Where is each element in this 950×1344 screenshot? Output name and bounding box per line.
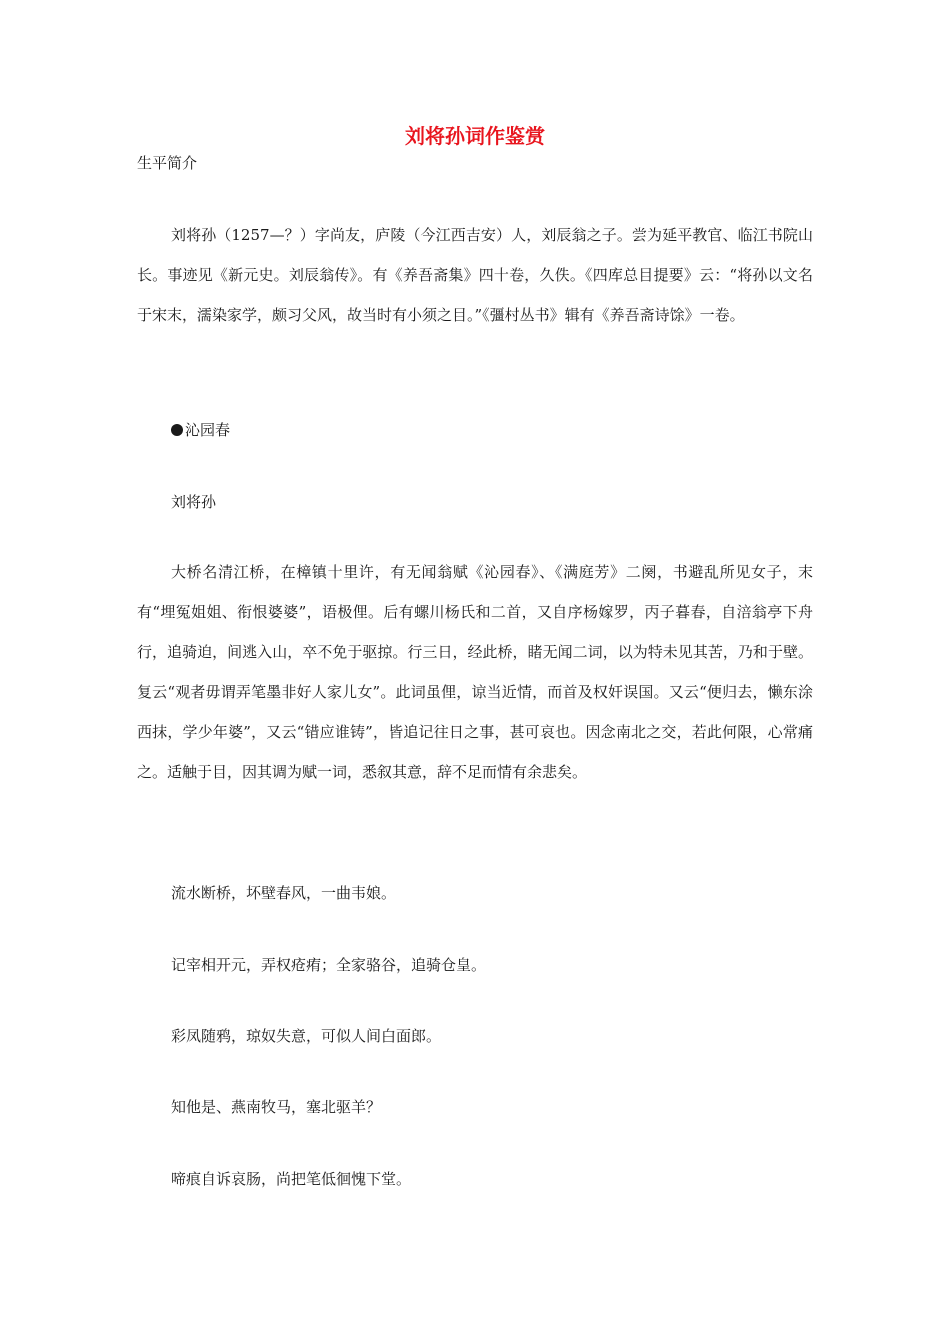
poem-author: 刘将孙 [171,493,217,511]
section-heading-biography: 生平简介 [137,154,198,172]
poem-line: 啼痕自诉哀肠，尚把笔低徊愧下堂。 [171,1170,412,1188]
poem-line: 流水断桥，坏壁春风，一曲韦娘。 [171,884,397,902]
poem-title: 沁园春 [185,421,231,439]
document-title: 刘将孙词作鉴赏 [405,124,545,148]
poem-line: 彩凤随鸦，琼奴失意，可似人间白面郎。 [171,1027,442,1045]
poem-title-line [171,417,230,443]
poem-preface: 大桥名清江桥，在樟镇十里许，有无闻翁赋《沁园春》、《满庭芳》二阕，书避乱所见女子，末有“埋冤姐姐、衔恨婆婆”，语极俚。后有螺川杨氏和二首，又自序杨嫁罗，丙子暮春，自涪翁亭下舟行，追骑迫，间逃入山，卒不免于驱掠。行三日，经此桥，睹无闻二词，以为特未见其苦，乃和于壁。复云“观者毋谓弄笔墨非好人家儿女”。此词虽俚，谅当近情，而首及权奸误国。又云“便归去，懒东涂西抹，学少年婆”，又云“错应谁铸”，皆追记往日之事，甚可哀也。因念南北之交，若此何限，心常痛之。适触于目，因其调为赋一词，悉叙其意，辞不足而情有余悲矣。 [137,563,813,781]
poem-line: 记宰相开元，弄权疮痏；全家骆谷，追骑仓皇。 [171,956,487,974]
poem-line: 知他是、燕南牧马，塞北驱羊？ [171,1098,382,1116]
biography-paragraph: 刘将孙（1257—？）字尚友，庐陵（今江西吉安）人，刘辰翁之子。尝为延平教官、临江书院山长。事迹见《新元史。刘辰翁传》。有《养吾斋集》四十卷，久佚。《四库总目提要》云：“将孙以文名于宋末，濡染家学，颇习父风，故当时有小须之目。”《彊村丛书》辑有《养吾斋诗馀》一卷。 [137,226,813,324]
bullet-dot-icon [171,424,183,436]
